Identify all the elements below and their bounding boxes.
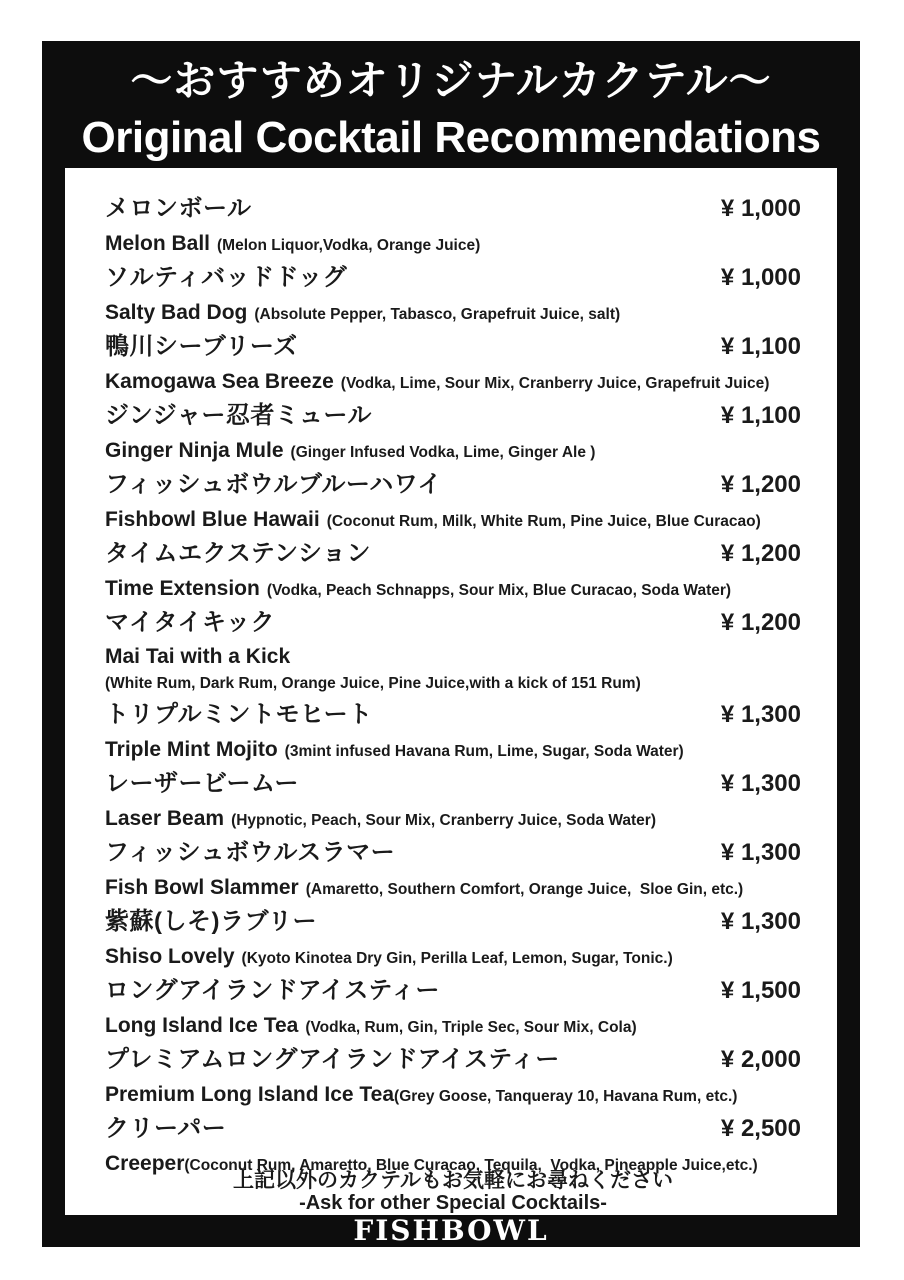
- menu-item-detail-row: [105, 435, 801, 466]
- item-ingredients: (White Rum, Dark Rum, Orange Juice, Pine Juice,with a kick of 151 Rum): [105, 675, 641, 692]
- item-ingredients: (Coconut Rum, Amaretto, Blue Curacao, Tequila, Vodka, Pineapple Juice,etc.): [184, 1157, 758, 1174]
- menu-item: [105, 328, 801, 397]
- footer-note-japanese: 上記以外のカクテルもお気軽にお尋ねください: [233, 1169, 673, 1192]
- item-ingredients: (Hypnotic, Peach, Sour Mix, Cranberry Juice, Soda Water): [231, 812, 656, 829]
- item-name-english: Shiso Lovely: [105, 945, 235, 968]
- item-ingredients: (Grey Goose, Tanqueray 10, Havana Rum, etc.): [394, 1088, 738, 1105]
- menu-item-detail-row: [105, 366, 801, 397]
- item-ingredients: (Vodka, Lime, Sour Mix, Cranberry Juice, Grapefruit Juice): [340, 375, 770, 392]
- item-ingredients: (Amaretto, Southern Comfort, Orange Juice, Sloe Gin, etc.): [305, 881, 744, 898]
- menu-item-title-row: [105, 972, 801, 1010]
- menu-item: [105, 696, 801, 765]
- item-name-english: Laser Beam: [105, 807, 225, 830]
- item-name-japanese: プレミアムロングアイランドアイスティー: [105, 1046, 560, 1073]
- menu-item-detail-row: [105, 228, 801, 259]
- menu-item-title-row: [105, 259, 801, 297]
- menu-item: [105, 1041, 801, 1110]
- item-ingredients: (Vodka, Peach Schnapps, Sour Mix, Blue Curacao, Soda Water): [266, 582, 732, 599]
- item-name-english: Fishbowl Blue Hawaii: [105, 508, 320, 531]
- item-name-japanese: レーザービームー: [105, 770, 299, 797]
- menu-item: [105, 397, 801, 466]
- item-name-japanese: フィッシュボウルブルーハワイ: [105, 471, 442, 498]
- item-price: ¥ 1,300: [720, 770, 801, 797]
- menu-item-title-row: [105, 328, 801, 366]
- item-name-japanese: 紫蘇(しそ)ラブリー: [105, 908, 318, 935]
- item-name-japanese: メロンボール: [105, 195, 252, 222]
- item-price: ¥ 1,500: [720, 977, 801, 1004]
- item-price: ¥ 1,100: [720, 402, 801, 429]
- menu-item-detail-row: [105, 642, 801, 696]
- menu-item-detail-row: [105, 1010, 801, 1041]
- item-price: ¥ 2,500: [720, 1115, 801, 1142]
- menu-frame: [42, 41, 860, 1247]
- item-name-japanese: タイムエクステンション: [105, 540, 372, 567]
- item-price: ¥ 1,300: [720, 908, 801, 935]
- item-ingredients: (Melon Liquor,Vodka, Orange Juice): [217, 237, 481, 254]
- item-price: ¥ 1,200: [720, 609, 801, 636]
- menu-item-detail-row: [105, 297, 801, 328]
- item-price: ¥ 1,000: [720, 264, 801, 291]
- menu-title-english: Original Cocktail Recommendations: [81, 113, 821, 162]
- menu-item-title-row: [105, 903, 801, 941]
- menu-item-title-row: [105, 834, 801, 872]
- menu-item: [105, 466, 801, 535]
- item-price: ¥ 1,000: [720, 195, 801, 222]
- cocktail-list: [105, 190, 801, 1175]
- menu-item: [105, 972, 801, 1041]
- item-ingredients: (Ginger Infused Vodka, Lime, Ginger Ale ): [290, 444, 596, 461]
- menu-item-detail-row: [105, 504, 801, 535]
- item-name-english: Kamogawa Sea Breeze: [105, 370, 334, 393]
- menu-item-detail-row: [105, 573, 801, 604]
- menu-item: [105, 190, 801, 259]
- menu-title-japanese: 〜おすすめオリジナルカクテル〜: [130, 57, 772, 104]
- menu-content-panel: [65, 168, 837, 1215]
- item-ingredients: (Vodka, Rum, Gin, Triple Sec, Sour Mix, Cola): [305, 1019, 637, 1036]
- menu-item: [105, 903, 801, 972]
- menu-item: [105, 765, 801, 834]
- item-name-english: Mai Tai with a Kick: [105, 645, 291, 668]
- menu-item-title-row: [105, 696, 801, 734]
- item-name-english: Creeper: [105, 1152, 185, 1175]
- menu-item-title-row: [105, 765, 801, 803]
- menu-item-detail-row: [105, 734, 801, 765]
- menu-item: [105, 604, 801, 696]
- item-name-japanese: 鴨川シーブリーズ: [105, 333, 298, 360]
- item-name-japanese: ソルティバッドドッグ: [105, 264, 348, 291]
- item-price: ¥ 1,300: [720, 701, 801, 728]
- item-name-english: Time Extension: [105, 577, 260, 600]
- item-ingredients: (Kyoto Kinotea Dry Gin, Perilla Leaf, Lemon, Sugar, Tonic.): [241, 950, 673, 967]
- item-ingredients: (3mint infused Havana Rum, Lime, Sugar, Soda Water): [284, 743, 684, 760]
- item-name-english: Triple Mint Mojito: [105, 738, 278, 761]
- menu-item: [105, 535, 801, 604]
- item-price: ¥ 1,100: [720, 333, 801, 360]
- menu-item: [105, 1110, 801, 1175]
- menu-item-detail-row: [105, 1079, 801, 1110]
- item-ingredients: (Absolute Pepper, Tabasco, Grapefruit Juice, salt): [254, 306, 621, 323]
- menu-item-title-row: [105, 1110, 801, 1148]
- item-name-english: Premium Long Island Ice Tea: [105, 1083, 395, 1106]
- menu-item-title-row: [105, 604, 801, 642]
- item-price: ¥ 1,200: [720, 471, 801, 498]
- menu-item: [105, 259, 801, 328]
- menu-item-title-row: [105, 1041, 801, 1079]
- footer-note-english: -Ask for other Special Cocktails-: [299, 1192, 607, 1214]
- menu-item-title-row: [105, 535, 801, 573]
- brand-logo-text: FISHBOWL: [353, 1214, 549, 1247]
- item-price: ¥ 1,200: [720, 540, 801, 567]
- menu-item-title-row: [105, 397, 801, 435]
- menu-item-detail-row: [105, 803, 801, 834]
- menu-item-title-row: [105, 466, 801, 504]
- menu-item-detail-row: [105, 941, 801, 972]
- brand-banner: [42, 1215, 860, 1247]
- menu-item-title-row: [105, 190, 801, 228]
- item-name-japanese: ロングアイランドアイスティー: [105, 977, 440, 1004]
- item-name-japanese: マイタイキック: [105, 609, 276, 636]
- item-name-english: Ginger Ninja Mule: [105, 439, 284, 462]
- item-name-english: Melon Ball: [105, 232, 211, 255]
- item-name-japanese: ジンジャー忍者ミュール: [105, 402, 372, 429]
- menu-item: [105, 834, 801, 903]
- item-price: ¥ 1,300: [720, 839, 801, 866]
- item-name-japanese: トリプルミントモヒート: [105, 701, 373, 728]
- item-name-japanese: フィッシュボウルスラマー: [105, 839, 396, 866]
- item-name-english: Salty Bad Dog: [105, 301, 248, 324]
- item-ingredients: (Coconut Rum, Milk, White Rum, Pine Juice, Blue Curacao): [326, 513, 761, 530]
- item-price: ¥ 2,000: [720, 1046, 801, 1073]
- item-name-english: Long Island Ice Tea: [105, 1014, 299, 1037]
- item-name-english: Fish Bowl Slammer: [105, 876, 299, 899]
- item-name-japanese: クリーパー: [105, 1115, 227, 1142]
- menu-item-detail-row: [105, 872, 801, 903]
- menu-header-banner: [42, 41, 860, 168]
